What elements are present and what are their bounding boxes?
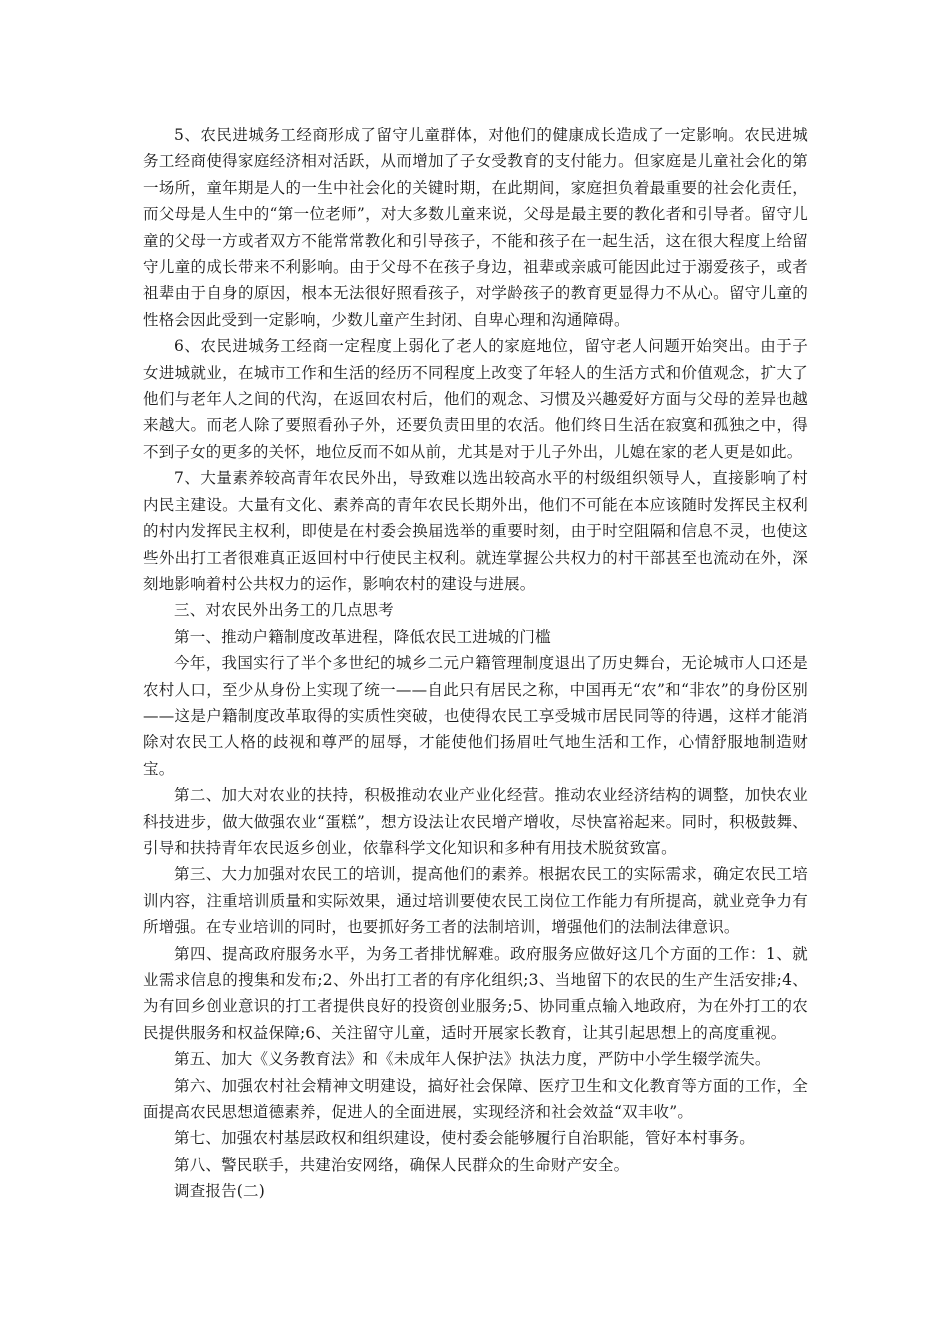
paragraph-village-democracy: 7、大量素养较高青年农民外出，导致难以选出较高水平的村级组织领导人，直接影响了村内民主建设。大量有文化、素养高的青年农民长期外出，他们不可能在本应该随时发挥民主权利的村内发挥民主权利，即使是在村委会换届选举的重要时刻，由于时空阻隔和信息不灵，也使这些外出打工者很难真正返回村中行使民主权利。就连掌握公共权力的村干部甚至也流动在外，深刻地影响着村公共权力的运作，影响农村的建设与进展。 xyxy=(143,469,808,593)
paragraph-spiritual-civilization: 第六、加强农村社会精神文明建设，搞好社会保障、医疗卫生和文化教育等方面的工作，全面提高农民思想道德素养，促进人的全面进展，实现经济和社会效益“双丰收”。 xyxy=(143,1076,808,1122)
paragraph-left-behind-children: 5、农民进城务工经商形成了留守儿童群体，对他们的健康成长造成了一定影响。农民进城务工经商使得家庭经济相对活跃，从而增加了子女受教育的支付能力。但家庭是儿童社会化的第一场所，童年期是人的一生中社会化的关键时期，在此期间，家庭担负着最重要的社会化责任，而父母是人生中的“第一位老师”，对大多数儿童来说，父母是最主要的教化者和引导者。留守儿童的父母一方或者双方不能常常教化和引导孩子，不能和孩子在一起生活，这在很大程度上给留守儿童的成长带来不利影响。由于父母不在孩子身边，祖辈或亲戚可能因此过于溺爱孩子，或者祖辈由于自身的原因，根本无法很好照看孩子，对学龄孩子的教育更显得力不从心。留守儿童的性格会因此受到一定影响，少数儿童产生封闭、自卑心理和沟通障碍。 xyxy=(143,126,808,329)
paragraph-household-registration: 今年，我国实行了半个多世纪的城乡二元户籍管理制度退出了历史舞台，无论城市人口还是农村人口，至少从身份上实现了统一——自此只有居民之称，中国再无“农”和“非农”的身份区别——这是户籍制度改革取得的实质性突破，也使得农民工享受城市居民同等的待遇，这样才能消除对农民工人格的歧视和尊严的屈辱，才能使他们扬眉吐气地生活和工作，心情舒服地制造财宝。 xyxy=(143,654,808,778)
paragraph-left-behind-elderly: 6、农民进城务工经商一定程度上弱化了老人的家庭地位，留守老人问题开始突出。由于子女进城就业，在城市工作和生活的经历不同程度上改变了年轻人的生活方式和价值观念，扩大了他们与老年人之间的代沟，在返回农村后，他们的观念、习惯及兴趣爱好方面与父母的差异也越来越大。而老人除了要照看孙子外，还要负责田里的农活。他们终日生活在寂寞和孤独之中，得不到子女的更多的关怀，地位反而不如从前，尤其是对于儿子外出，儿媳在家的老人更是如此。 xyxy=(143,337,808,461)
paragraph-worker-training: 第三、大力加强对农民工的培训，提高他们的素养。根据农民工的实际需求，确定农民工培训内容，注重培训质量和实际效果，通过培训要使农民工岗位工作能力有所提高，就业竞争力有所增强。在专业培训的同时，也要抓好务工者的法制培训，增强他们的法制法律意识。 xyxy=(143,865,808,937)
paragraph-education-law: 第五、加大《义务教育法》和《未成年人保护法》执法力度，严防中小学生辍学流失。 xyxy=(174,1050,771,1069)
paragraph-public-security: 第八、警民联手，共建治安网络，确保人民群众的生命财产安全。 xyxy=(174,1155,630,1174)
section-heading-reflections: 三、对农民外出务工的几点思考 xyxy=(174,601,394,620)
paragraph-grassroots-governance: 第七、加强农村基层政权和组织建设，使村委会能够履行自治职能，管好本村事务。 xyxy=(174,1129,755,1148)
report-title-part-two: 调查报告(二) xyxy=(174,1182,265,1201)
paragraph-government-services: 第四、提高政府服务水平，为务工者排忧解难。政府服务应做好这几个方面的工作：1、就业需求信息的搜集和发布;2、外出打工者的有序化组织;3、当地留下的农民的生产生活安排;4、为有回乡创业意识的打工者提供良好的投资创业服务;5、协同重点输入地政府，为在外打工的农民提供服务和权益保障;6、关注留守儿童，适时开展家长教育，让其引起思想上的高度重视。 xyxy=(143,944,808,1042)
document-body xyxy=(143,122,808,1205)
paragraph-agriculture-support: 第二、加大对农业的扶持，积极推动农业产业化经营。推动农业经济结构的调整，加快农业科技进步，做大做强农业“蛋糕”，想方设法让农民增产增收，尽快富裕起来。同时，积极鼓舞、引导和扶持青年农民返乡创业，依靠科学文化知识和多种有用技术脱贫致富。 xyxy=(143,786,808,857)
subheading-household-registration: 第一、推动户籍制度改革进程，降低农民工进城的门槛 xyxy=(174,627,551,646)
